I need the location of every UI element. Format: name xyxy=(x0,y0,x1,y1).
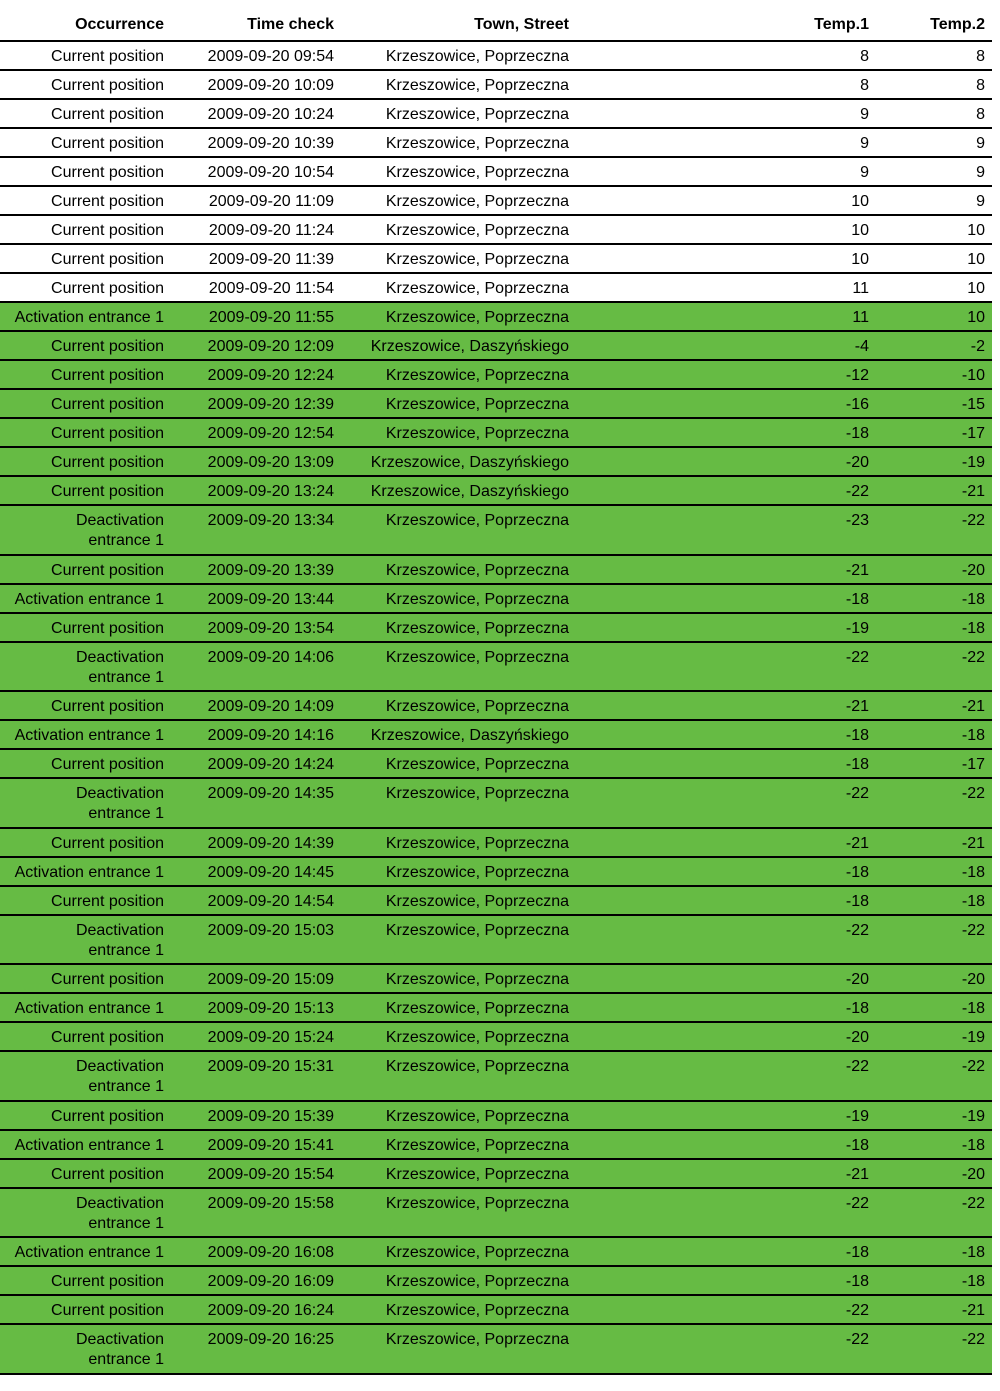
cell-temp2: -22 xyxy=(961,785,985,802)
cell-temp1: -18 xyxy=(845,756,869,773)
cell-time-check: 2009-09-20 14:45 xyxy=(207,863,334,881)
cell-time-check: 2009-09-20 15:13 xyxy=(207,1000,334,1017)
cell-temp2: -18 xyxy=(961,1244,985,1261)
cell-temp1: 9 xyxy=(860,164,869,181)
cell-time-check: 2009-09-20 16:08 xyxy=(207,1244,334,1261)
cell-town-street: Krzeszowice, Poprzeczna xyxy=(385,367,569,384)
occurrence-text: Deactivation entrance 1 xyxy=(75,1058,164,1095)
cell-town-street: Krzeszowice, Poprzeczna xyxy=(385,561,569,579)
occurrence-text: Current position xyxy=(51,561,164,579)
cell-temp2: 9 xyxy=(976,135,985,152)
cell-town-street: Krzeszowice, Poprzeczna xyxy=(385,619,569,637)
cell-occurrence xyxy=(0,1272,164,1292)
table-row[interactable] xyxy=(0,1189,992,1239)
table-row[interactable] xyxy=(0,390,992,419)
cell-temp2: -10 xyxy=(961,367,985,384)
cell-temp2: -19 xyxy=(961,1107,985,1125)
cell-temp2: 10 xyxy=(967,251,985,268)
cell-time-check: 2009-09-20 16:25 xyxy=(207,1331,334,1348)
cell-town-street: Krzeszowice, Poprzeczna xyxy=(385,425,569,442)
cell-town-street: Krzeszowice, Poprzeczna xyxy=(385,756,569,773)
occurrence-text: Current position xyxy=(51,106,164,123)
table-row[interactable] xyxy=(0,858,992,887)
cell-occurrence xyxy=(0,250,164,270)
cell-time-check: 2009-09-20 14:24 xyxy=(207,756,334,773)
cell-time-check: 2009-09-20 10:09 xyxy=(207,77,334,94)
cell-temp1: -23 xyxy=(845,512,869,529)
cell-temp2: 8 xyxy=(976,106,985,123)
cell-temp1: -18 xyxy=(845,1244,869,1261)
table-row[interactable] xyxy=(0,1102,992,1131)
table-row[interactable] xyxy=(0,721,992,750)
cell-time-check: 2009-09-20 14:39 xyxy=(207,834,334,852)
cell-town-street: Krzeszowice, Poprzeczna xyxy=(385,1107,569,1125)
cell-town-street: Krzeszowice, Poprzeczna xyxy=(385,785,569,802)
occurrence-text: Current position xyxy=(51,1302,164,1319)
cell-temp1: -22 xyxy=(845,921,869,939)
table-row[interactable] xyxy=(0,994,992,1023)
table-row[interactable] xyxy=(0,965,992,994)
occurrence-text: Current position xyxy=(51,1273,164,1290)
table-row[interactable] xyxy=(0,361,992,390)
cell-temp1: 9 xyxy=(860,135,869,152)
cell-occurrence xyxy=(0,47,164,67)
occurrence-text: Current position xyxy=(51,135,164,152)
cell-temp2: -20 xyxy=(961,1165,985,1183)
cell-town-street: Krzeszowice, Daszyńskiego xyxy=(370,727,569,744)
cell-temp2: -22 xyxy=(961,648,985,666)
column-header-occurrence[interactable]: Occurrence xyxy=(75,16,164,33)
occurrence-text: Current position xyxy=(51,892,164,910)
occurrence-text: Activation entrance 1 xyxy=(14,1000,164,1017)
cell-occurrence xyxy=(0,834,164,854)
cell-occurrence xyxy=(0,1107,164,1127)
cell-occurrence xyxy=(0,337,164,357)
cell-temp1: -20 xyxy=(845,971,869,988)
occurrence-text: Activation entrance 1 xyxy=(14,1136,164,1154)
cell-temp2: -20 xyxy=(961,971,985,988)
cell-occurrence xyxy=(0,1136,164,1156)
cell-town-street: Krzeszowice, Poprzeczna xyxy=(385,193,569,210)
cell-time-check: 2009-09-20 15:24 xyxy=(207,1029,334,1046)
column-header-town-street[interactable]: Town, Street xyxy=(474,16,569,33)
occurrence-text: Current position xyxy=(51,338,164,355)
cell-town-street: Krzeszowice, Poprzeczna xyxy=(385,512,569,529)
cell-temp2: 10 xyxy=(967,280,985,297)
cell-time-check: 2009-09-20 11:24 xyxy=(208,222,334,239)
occurrence-text: Activation entrance 1 xyxy=(14,590,164,608)
occurrence-text: Current position xyxy=(51,1165,164,1183)
cell-time-check: 2009-09-20 13:24 xyxy=(207,483,334,500)
cell-temp2: -22 xyxy=(961,1331,985,1348)
occurrence-text: Current position xyxy=(51,454,164,471)
occurrence-text: Current position xyxy=(51,1107,164,1125)
occurrence-text: Activation entrance 1 xyxy=(14,863,164,881)
table-row[interactable] xyxy=(0,129,992,158)
cell-temp1: 11 xyxy=(852,309,869,326)
cell-town-street: Krzeszowice, Poprzeczna xyxy=(385,396,569,413)
cell-temp2: -18 xyxy=(961,590,985,608)
cell-town-street: Krzeszowice, Poprzeczna xyxy=(385,921,569,939)
cell-time-check: 2009-09-20 14:35 xyxy=(207,785,334,802)
cell-occurrence xyxy=(0,892,164,912)
cell-time-check: 2009-09-20 15:41 xyxy=(207,1136,334,1154)
cell-temp2: -18 xyxy=(961,1273,985,1290)
cell-time-check: 2009-09-20 12:09 xyxy=(207,338,334,355)
cell-occurrence xyxy=(0,863,164,883)
cell-occurrence xyxy=(0,697,164,717)
table-row[interactable] xyxy=(0,100,992,129)
cell-temp1: -12 xyxy=(845,367,869,384)
cell-town-street: Krzeszowice, Poprzeczna xyxy=(385,309,569,326)
cell-occurrence xyxy=(0,279,164,299)
table-row[interactable] xyxy=(0,643,992,693)
table-row[interactable] xyxy=(0,916,992,966)
occurrence-text: Current position xyxy=(51,483,164,500)
occurrence-text: Current position xyxy=(51,396,164,413)
cell-town-street: Krzeszowice, Poprzeczna xyxy=(385,648,569,666)
cell-town-street: Krzeszowice, Poprzeczna xyxy=(385,164,569,181)
table-row[interactable] xyxy=(0,448,992,477)
cell-occurrence xyxy=(0,308,164,328)
cell-temp2: -18 xyxy=(961,1136,985,1154)
table-row[interactable] xyxy=(0,71,992,100)
cell-temp2: -18 xyxy=(961,727,985,744)
cell-temp2: 10 xyxy=(967,222,985,239)
cell-occurrence xyxy=(0,755,164,775)
cell-temp1: -18 xyxy=(845,892,869,910)
cell-temp2: 8 xyxy=(976,77,985,94)
occurrence-text: Deactivation entrance 1 xyxy=(75,1331,164,1368)
cell-time-check: 2009-09-20 15:58 xyxy=(207,1194,334,1212)
cell-time-check: 2009-09-20 13:09 xyxy=(207,454,334,471)
cell-occurrence xyxy=(0,163,164,183)
cell-time-check: 2009-09-20 15:31 xyxy=(207,1058,334,1075)
occurrence-text: Deactivation entrance 1 xyxy=(75,1194,164,1232)
cell-time-check: 2009-09-20 12:54 xyxy=(207,425,334,442)
cell-temp1: -22 xyxy=(845,1194,869,1212)
cell-temp1: -19 xyxy=(845,1107,869,1125)
cell-temp2: -22 xyxy=(961,1194,985,1212)
table-row[interactable] xyxy=(0,1160,992,1189)
cell-temp2: -19 xyxy=(961,1029,985,1046)
table-row[interactable] xyxy=(0,829,992,858)
table-row[interactable] xyxy=(0,187,992,216)
table-row[interactable] xyxy=(0,303,992,332)
cell-occurrence xyxy=(0,1165,164,1185)
occurrence-text: Deactivation entrance 1 xyxy=(75,648,164,686)
cell-town-street: Krzeszowice, Poprzeczna xyxy=(385,77,569,94)
cell-time-check: 2009-09-20 15:54 xyxy=(207,1165,334,1183)
cell-time-check: 2009-09-20 13:54 xyxy=(207,619,334,637)
table-row[interactable] xyxy=(0,585,992,614)
table-row[interactable] xyxy=(0,216,992,245)
occurrence-text: Deactivation entrance 1 xyxy=(75,512,164,549)
cell-temp2: 9 xyxy=(976,164,985,181)
table-row[interactable] xyxy=(0,42,992,71)
cell-temp1: -18 xyxy=(845,425,869,442)
column-header-temp1[interactable]: Temp.1 xyxy=(814,16,869,33)
table-row[interactable] xyxy=(0,332,992,361)
cell-town-street: Krzeszowice, Poprzeczna xyxy=(385,1058,569,1075)
cell-time-check: 2009-09-20 14:09 xyxy=(207,698,334,715)
cell-time-check: 2009-09-20 16:09 xyxy=(207,1273,334,1290)
table-row[interactable] xyxy=(0,556,992,585)
cell-time-check: 2009-09-20 09:54 xyxy=(207,48,334,65)
occurrence-text: Current position xyxy=(51,971,164,988)
cell-occurrence xyxy=(0,1194,164,1234)
occurrence-text: Activation entrance 1 xyxy=(14,727,164,744)
cell-occurrence xyxy=(0,424,164,444)
occurrence-text: Current position xyxy=(51,367,164,384)
cell-temp1: 9 xyxy=(860,106,869,123)
cell-occurrence xyxy=(0,1330,164,1370)
cell-temp2: -18 xyxy=(961,619,985,637)
cell-occurrence xyxy=(0,561,164,581)
occurrence-text: Current position xyxy=(51,280,164,297)
cell-temp2: -22 xyxy=(961,921,985,939)
table-row[interactable] xyxy=(0,750,992,779)
cell-temp1: -21 xyxy=(845,1165,869,1183)
cell-time-check: 2009-09-20 12:39 xyxy=(207,396,334,413)
cell-time-check: 2009-09-20 13:39 xyxy=(207,561,334,579)
cell-time-check: 2009-09-20 11:54 xyxy=(208,280,334,297)
cell-time-check: 2009-09-20 11:39 xyxy=(208,251,334,268)
cell-time-check: 2009-09-20 11:09 xyxy=(208,193,334,210)
table-row[interactable] xyxy=(0,1296,992,1325)
occurrence-text: Current position xyxy=(51,756,164,773)
cell-occurrence xyxy=(0,482,164,502)
cell-temp1: -22 xyxy=(845,648,869,666)
occurrence-text: Current position xyxy=(51,48,164,65)
cell-occurrence xyxy=(0,453,164,473)
cell-occurrence xyxy=(0,1301,164,1321)
cell-town-street: Krzeszowice, Poprzeczna xyxy=(385,1165,569,1183)
cell-town-street: Krzeszowice, Poprzeczna xyxy=(385,1331,569,1348)
table-row[interactable] xyxy=(0,477,992,506)
occurrence-text: Current position xyxy=(51,834,164,852)
cell-occurrence xyxy=(0,105,164,125)
cell-temp1: -22 xyxy=(845,785,869,802)
cell-temp2: -17 xyxy=(961,756,985,773)
occurrence-text: Current position xyxy=(51,164,164,181)
cell-occurrence xyxy=(0,648,164,688)
cell-temp1: -16 xyxy=(845,396,869,413)
cell-town-street: Krzeszowice, Poprzeczna xyxy=(385,222,569,239)
cell-temp2: -22 xyxy=(961,1058,985,1075)
cell-town-street: Krzeszowice, Poprzeczna xyxy=(385,834,569,852)
cell-time-check: 2009-09-20 11:55 xyxy=(208,309,334,326)
occurrence-text: Current position xyxy=(51,425,164,442)
occurrence-text: Current position xyxy=(51,619,164,637)
cell-town-street: Krzeszowice, Poprzeczna xyxy=(385,1136,569,1154)
cell-temp1: -21 xyxy=(845,561,869,579)
occurrence-text: Current position xyxy=(51,698,164,715)
cell-temp1: -20 xyxy=(845,454,869,471)
cell-town-street: Krzeszowice, Poprzeczna xyxy=(385,590,569,608)
cell-occurrence xyxy=(0,970,164,990)
cell-occurrence xyxy=(0,921,164,961)
cell-town-street: Krzeszowice, Daszyńskiego xyxy=(370,454,569,471)
cell-temp1: -21 xyxy=(845,698,869,715)
cell-temp2: -18 xyxy=(961,892,985,910)
cell-temp1: 8 xyxy=(860,48,869,65)
cell-occurrence xyxy=(0,1057,164,1097)
cell-occurrence xyxy=(0,221,164,241)
cell-time-check: 2009-09-20 12:24 xyxy=(207,367,334,384)
cell-temp2: -19 xyxy=(961,454,985,471)
table-row[interactable] xyxy=(0,1325,992,1375)
table-row[interactable] xyxy=(0,158,992,187)
cell-temp2: -21 xyxy=(961,483,985,500)
cell-occurrence xyxy=(0,784,164,824)
cell-time-check: 2009-09-20 14:54 xyxy=(207,892,334,910)
cell-town-street: Krzeszowice, Poprzeczna xyxy=(385,280,569,297)
cell-time-check: 2009-09-20 15:39 xyxy=(207,1107,334,1125)
cell-temp2: -17 xyxy=(961,425,985,442)
cell-temp1: -22 xyxy=(845,1302,869,1319)
cell-occurrence xyxy=(0,1243,164,1263)
cell-temp2: -18 xyxy=(961,1000,985,1017)
cell-temp1: -19 xyxy=(845,619,869,637)
cell-town-street: Krzeszowice, Poprzeczna xyxy=(385,48,569,65)
occurrence-text: Activation entrance 1 xyxy=(14,1244,164,1261)
cell-temp2: -21 xyxy=(961,1302,985,1319)
cell-town-street: Krzeszowice, Poprzeczna xyxy=(385,863,569,881)
table-row[interactable] xyxy=(0,419,992,448)
table-row[interactable] xyxy=(0,274,992,303)
cell-time-check: 2009-09-20 10:54 xyxy=(207,164,334,181)
cell-occurrence xyxy=(0,134,164,154)
cell-temp2: -15 xyxy=(961,396,985,413)
cell-town-street: Krzeszowice, Poprzeczna xyxy=(385,1302,569,1319)
cell-occurrence xyxy=(0,999,164,1019)
cell-temp1: -20 xyxy=(845,1029,869,1046)
cell-time-check: 2009-09-20 14:06 xyxy=(207,648,334,666)
cell-temp2: 9 xyxy=(976,193,985,210)
cell-town-street: Krzeszowice, Daszyńskiego xyxy=(370,338,569,355)
cell-town-street: Krzeszowice, Poprzeczna xyxy=(385,251,569,268)
table-row[interactable] xyxy=(0,506,992,556)
cell-temp1: -18 xyxy=(845,1136,869,1154)
cell-temp2: -22 xyxy=(961,512,985,529)
cell-temp1: -21 xyxy=(845,834,869,852)
cell-temp2: 10 xyxy=(967,309,985,326)
cell-time-check: 2009-09-20 15:03 xyxy=(207,921,334,939)
cell-temp1: 11 xyxy=(852,280,869,297)
cell-occurrence xyxy=(0,192,164,212)
cell-town-street: Krzeszowice, Poprzeczna xyxy=(385,698,569,715)
cell-town-street: Krzeszowice, Poprzeczna xyxy=(385,1273,569,1290)
cell-temp2: -21 xyxy=(961,698,985,715)
occurrence-text: Current position xyxy=(51,193,164,210)
table-row[interactable] xyxy=(0,614,992,643)
cell-town-street: Krzeszowice, Poprzeczna xyxy=(385,892,569,910)
cell-temp1: 8 xyxy=(860,77,869,94)
cell-time-check: 2009-09-20 10:39 xyxy=(207,135,334,152)
cell-time-check: 2009-09-20 15:09 xyxy=(207,971,334,988)
cell-temp1: -18 xyxy=(845,727,869,744)
cell-temp1: -22 xyxy=(845,1331,869,1348)
cell-temp1: -22 xyxy=(845,483,869,500)
table-row[interactable] xyxy=(0,1267,992,1296)
cell-temp2: -2 xyxy=(970,338,985,355)
cell-temp1: 10 xyxy=(851,222,869,239)
column-header-time-check[interactable]: Time check xyxy=(247,16,334,33)
cell-time-check: 2009-09-20 16:24 xyxy=(207,1302,334,1319)
table-row[interactable] xyxy=(0,1131,992,1160)
cell-occurrence xyxy=(0,366,164,386)
cell-temp1: -18 xyxy=(845,863,869,881)
cell-town-street: Krzeszowice, Poprzeczna xyxy=(385,1000,569,1017)
cell-time-check: 2009-09-20 13:34 xyxy=(207,512,334,529)
cell-town-street: Krzeszowice, Poprzeczna xyxy=(385,1244,569,1261)
table-row[interactable] xyxy=(0,887,992,916)
cell-town-street: Krzeszowice, Poprzeczna xyxy=(385,106,569,123)
cell-temp1: 10 xyxy=(851,251,869,268)
cell-time-check: 2009-09-20 13:44 xyxy=(207,590,334,608)
cell-town-street: Krzeszowice, Poprzeczna xyxy=(385,1194,569,1212)
cell-town-street: Krzeszowice, Poprzeczna xyxy=(385,971,569,988)
cell-temp1: -22 xyxy=(845,1058,869,1075)
table-row[interactable] xyxy=(0,1238,992,1267)
table-row[interactable] xyxy=(0,1023,992,1052)
cell-temp2: 8 xyxy=(976,48,985,65)
cell-occurrence xyxy=(0,619,164,639)
table-header xyxy=(0,0,992,42)
table-row[interactable] xyxy=(0,692,992,721)
cell-time-check: 2009-09-20 14:16 xyxy=(207,727,334,744)
occurrence-text: Activation entrance 1 xyxy=(14,309,164,326)
cell-occurrence xyxy=(0,590,164,610)
occurrence-text: Deactivation entrance 1 xyxy=(75,921,164,959)
table-body xyxy=(0,42,992,1375)
cell-temp2: -21 xyxy=(961,834,985,852)
occurrence-text: Current position xyxy=(51,1029,164,1046)
occurrence-text: Current position xyxy=(51,222,164,239)
cell-town-street: Krzeszowice, Poprzeczna xyxy=(385,135,569,152)
occurrence-text: Deactivation entrance 1 xyxy=(75,785,164,822)
occurrence-text: Current position xyxy=(51,251,164,268)
cell-occurrence xyxy=(0,76,164,96)
cell-temp2: -18 xyxy=(961,863,985,881)
table-row[interactable] xyxy=(0,779,992,829)
cell-temp1: -18 xyxy=(845,1000,869,1017)
cell-occurrence xyxy=(0,1028,164,1048)
cell-temp1: -4 xyxy=(854,338,869,355)
cell-temp1: -18 xyxy=(845,590,869,608)
column-header-temp2[interactable]: Temp.2 xyxy=(930,16,985,33)
cell-town-street: Krzeszowice, Poprzeczna xyxy=(385,1029,569,1046)
cell-occurrence xyxy=(0,395,164,415)
cell-temp1: -18 xyxy=(845,1273,869,1290)
table-row[interactable] xyxy=(0,245,992,274)
cell-temp2: -20 xyxy=(961,561,985,579)
cell-town-street: Krzeszowice, Daszyńskiego xyxy=(370,483,569,500)
cell-temp1: 10 xyxy=(851,193,869,210)
cell-occurrence xyxy=(0,511,164,551)
occurrence-text: Current position xyxy=(51,77,164,94)
table-row[interactable] xyxy=(0,1052,992,1102)
cell-time-check: 2009-09-20 10:24 xyxy=(207,106,334,123)
cell-occurrence xyxy=(0,726,164,746)
